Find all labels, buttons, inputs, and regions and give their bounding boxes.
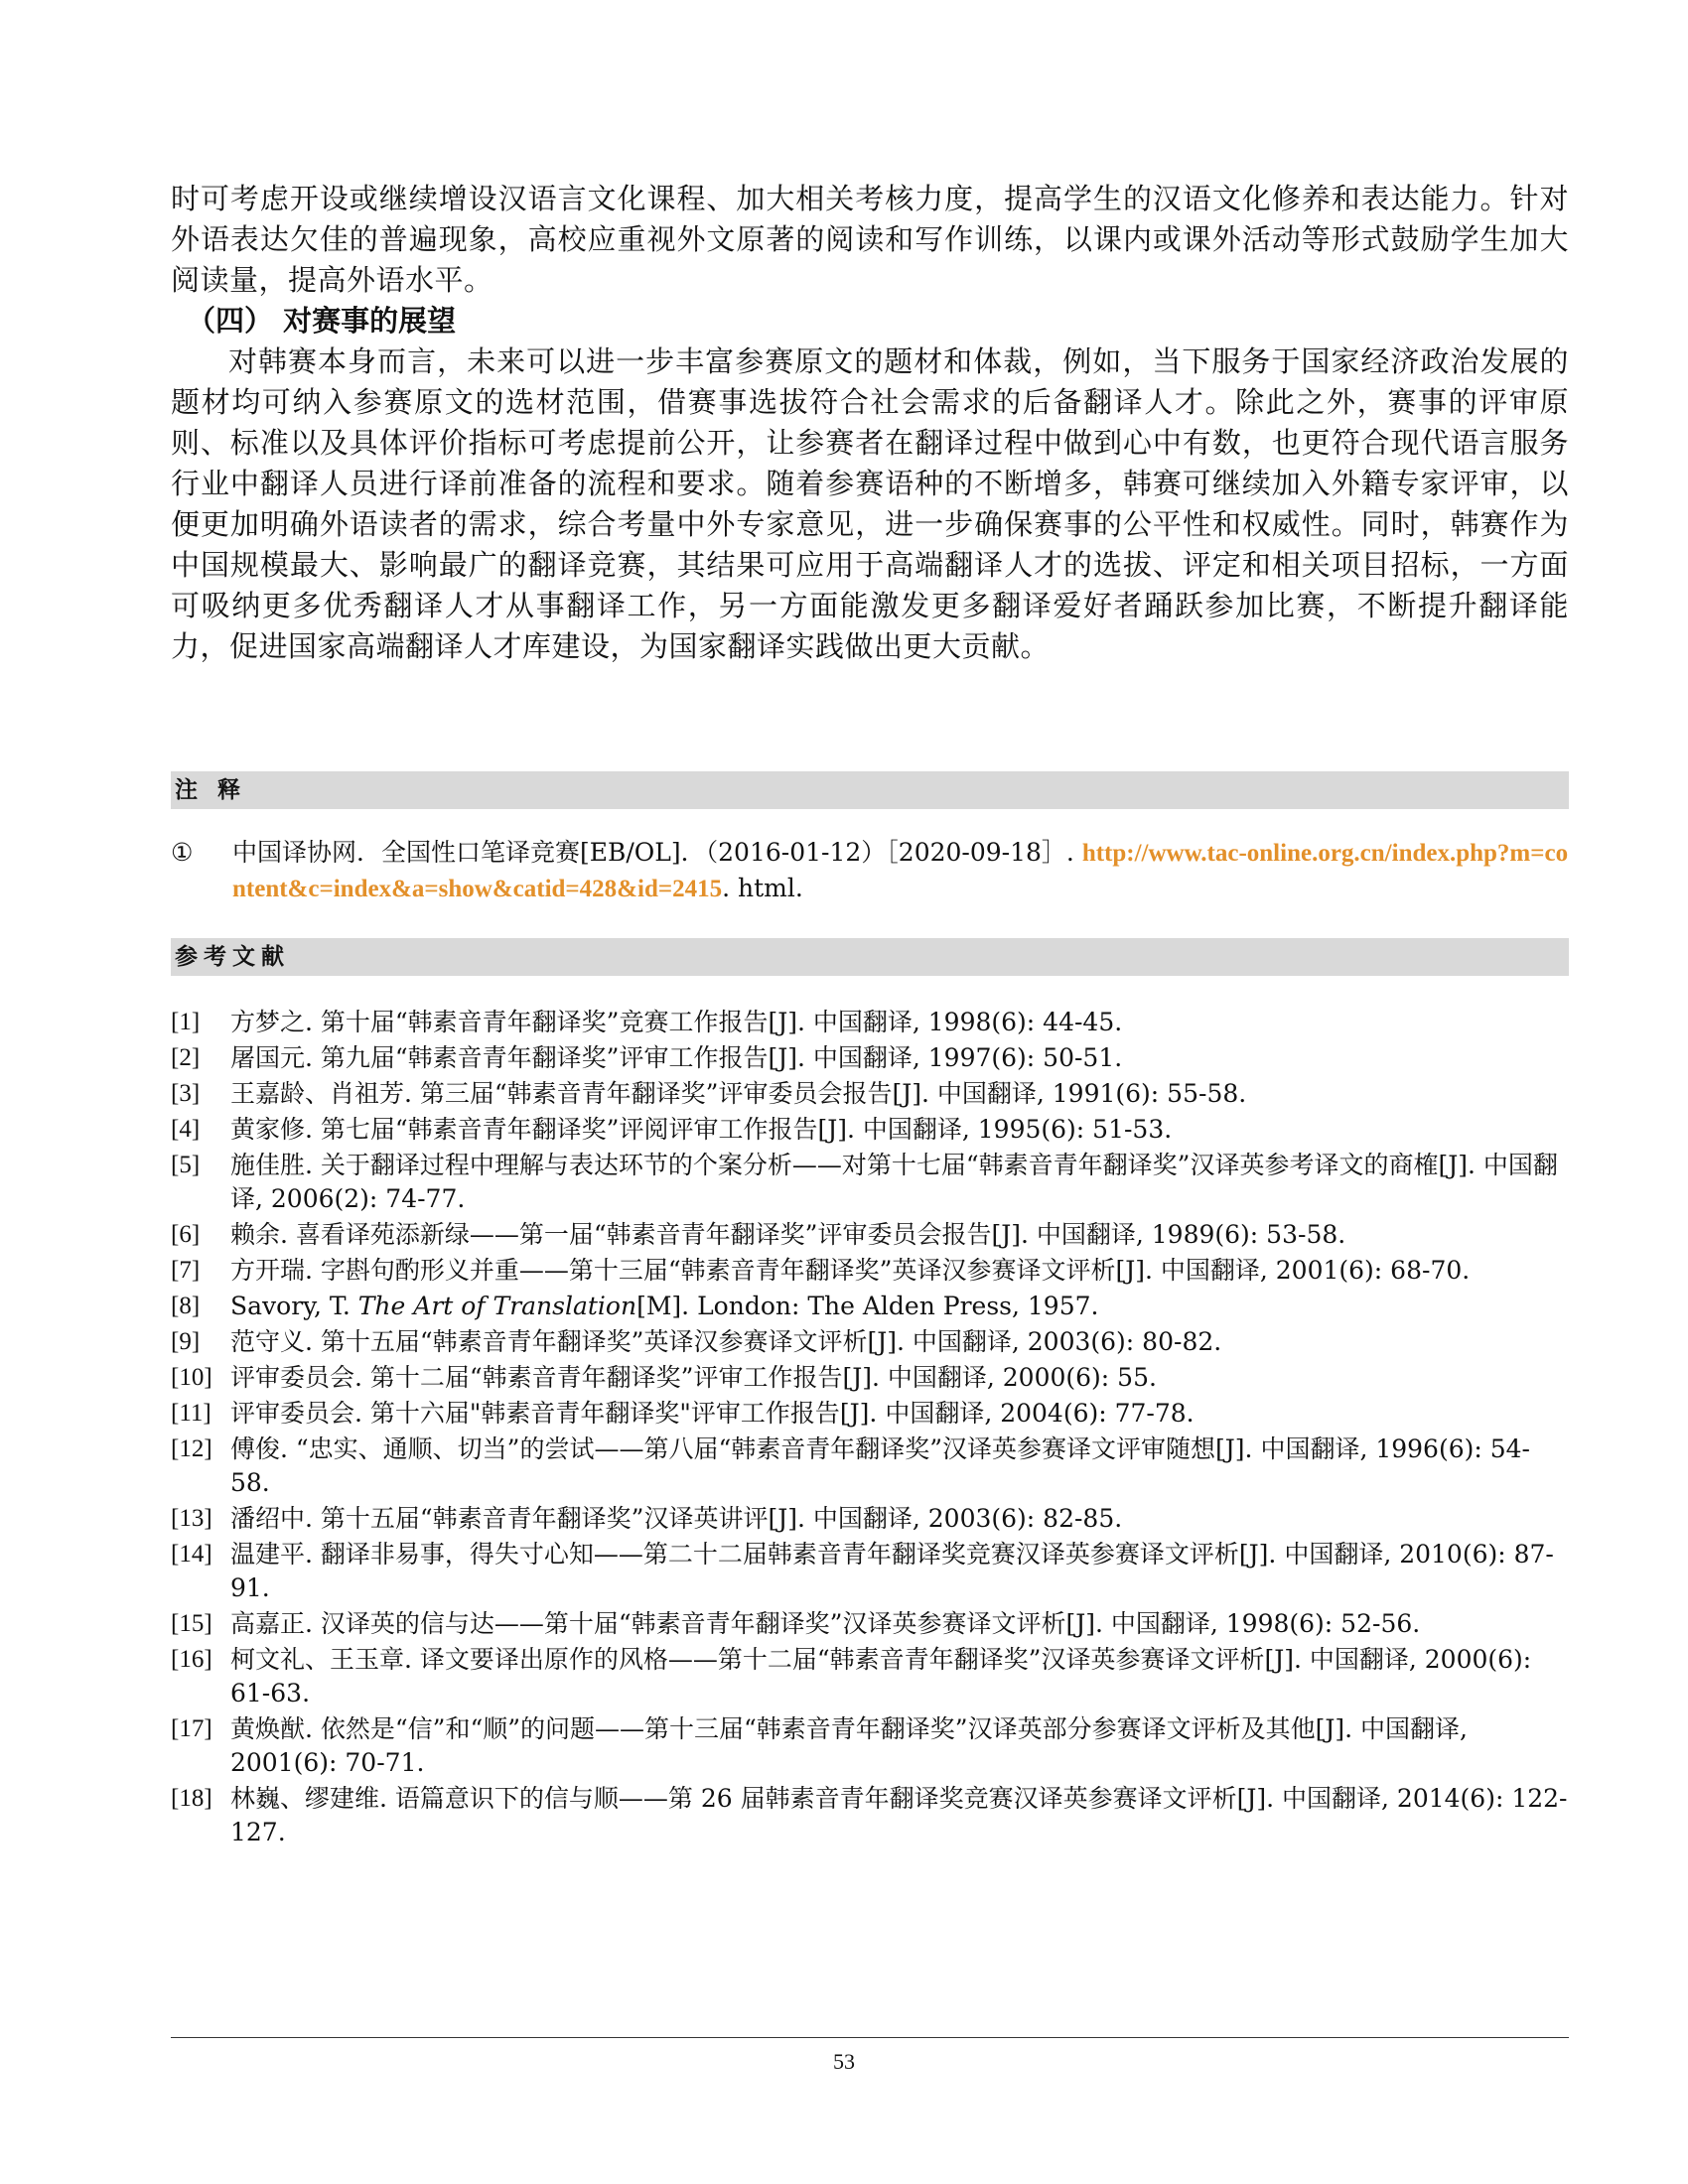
reference-item: [171, 1254, 1569, 1288]
reference-item: [171, 1218, 1569, 1252]
section-subheading: （四） 对赛事的展望: [187, 304, 457, 338]
reference-text: 王嘉龄、肖祖芳. 第三届“韩素音青年翻译奖”评审委员会报告[J]. 中国翻译, 1991(6): 55-58.: [230, 1079, 1247, 1108]
reference-item: [171, 1433, 1569, 1500]
reference-number: [3]: [171, 1080, 201, 1107]
reference-item: [171, 1782, 1569, 1849]
reference-number: [16]: [171, 1646, 212, 1673]
reference-item: [171, 1290, 1569, 1323]
reference-text: 评审委员会. 第十六届"韩素音青年翻译奖"评审工作报告[J]. 中国翻译, 2004(6): 77-78.: [230, 1399, 1195, 1428]
reference-author: Savory, T.: [230, 1292, 358, 1320]
reference-text: 黄焕猷. 依然是“信”和“顺”的问题——第十三届“韩素音青年翻译奖”汉译英部分参赛译文评析及其他[J]. 中国翻译, 2001(6): 70-71.: [230, 1714, 1468, 1777]
reference-text: 赖余. 喜看译苑添新绿——第一届“韩素音青年翻译奖”评审委员会报告[J]. 中国翻译, 1989(6): 53-58.: [230, 1220, 1346, 1249]
notes-heading: 注 释: [171, 771, 1569, 809]
note-suffix: . html.: [722, 874, 803, 902]
reference-text: 傅俊. “忠实、通顺、切当”的尝试——第八届“韩素音青年翻译奖”汉译英参赛译文评审随想[J]. 中国翻译, 1996(6): 54-58.: [230, 1434, 1531, 1497]
body-paragraph-2: 对韩赛本身而言，未来可以进一步丰富参赛原文的题材和体裁，例如，当下服务于国家经济政治发展的题材均可纳入参赛原文的选材范围，借赛事选拔符合社会需求的后备翻译人才。除此之外，赛事的评审原则、标准以及具体评价指标可考虑提前公开，让参赛者在翻译过程中做到心中有数，也更符合现代语言服务行业中翻译人员进行译前准备的流程和要求。随着参赛语种的不断增多，韩赛可继续加入外籍专家评审，以便更加明确外语读者的需求，综合考量中外专家意见，进一步确保赛事的公平性和权威性。同时，韩赛作为中国规模最大、影响最广的翻译竞赛，其结果可应用于高端翻译人才的选拔、评定和相关项目招标，一方面可吸纳更多优秀翻译人才从事翻译工作，另一方面能激发更多翻译爱好者踊跃参加比赛，不断提升翻译能力，促进国家高端翻译人才库建设，为国家翻译实践做出更大贡献。: [171, 344, 1569, 663]
reference-number: [1]: [171, 1009, 201, 1035]
reference-number: [18]: [171, 1785, 212, 1812]
reference-item: [171, 1361, 1569, 1395]
reference-number: [11]: [171, 1400, 211, 1427]
note-text: [232, 835, 1569, 906]
reference-item: [171, 1113, 1569, 1147]
body-paragraph-1: 时可考虑开设或继续增设汉语言文化课程、加大相关考核力度，提高学生的汉语文化修养和表达能力。针对外语表达欠佳的普遍现象，高校应重视外文原著的阅读和写作训练，以课内或课外活动等形式鼓励学生加大阅读量，提高外语水平。: [171, 182, 1569, 297]
reference-item: [171, 1538, 1569, 1605]
reference-text: 评审委员会. 第十二届“韩素音青年翻译奖”评审工作报告[J]. 中国翻译, 2000(6): 55.: [230, 1363, 1157, 1392]
reference-text: 潘绍中. 第十五届“韩素音青年翻译奖”汉译英讲评[J]. 中国翻译, 2003(6): 82-85.: [230, 1504, 1123, 1533]
reference-number: [7]: [171, 1257, 201, 1284]
reference-text: 范守义. 第十五届“韩素音青年翻译奖”英译汉参赛译文评析[J]. 中国翻译, 2003(6): 80-82.: [230, 1327, 1222, 1356]
footer-divider: [171, 2037, 1569, 2038]
reference-text: 高嘉正. 汉译英的信与达——第十届“韩素音青年翻译奖”汉译英参赛译文评析[J]. 中国翻译, 1998(6): 52-56.: [230, 1609, 1421, 1638]
reference-item: [171, 1006, 1569, 1039]
reference-text: 方开瑞. 字斟句酌形义并重——第十三届“韩素音青年翻译奖”英译汉参赛译文评析[J]. 中国翻译, 2001(6): 68-70.: [230, 1256, 1471, 1285]
reference-item: [171, 1077, 1569, 1111]
reference-number: [13]: [171, 1505, 212, 1532]
reference-item: [171, 1502, 1569, 1536]
reference-item: [171, 1607, 1569, 1641]
note-citation: 中国译协网．全国性口笔译竞赛[EB/OL]．（2016-01-12）［2020-09-18］.: [232, 838, 1082, 867]
reference-number: [6]: [171, 1221, 201, 1248]
reference-number: [5]: [171, 1152, 201, 1178]
note-link[interactable]: http://www.tac-online.org.cn/index.php?m=content&c=index&a=show&catid=428&id=2415: [232, 840, 1569, 902]
reference-number: [2]: [171, 1044, 201, 1071]
reference-item: [171, 1397, 1569, 1431]
reference-number: [17]: [171, 1715, 212, 1742]
reference-number: [10]: [171, 1364, 212, 1391]
page-number: 53: [833, 2049, 855, 2074]
reference-item: [171, 1643, 1569, 1710]
note-item-1: [171, 835, 1569, 906]
reference-text: 柯文礼、王玉章. 译文要译出原作的风格——第十二届“韩素音青年翻译奖”汉译英参赛译文评析[J]. 中国翻译, 2000(6): 61-63.: [230, 1645, 1532, 1707]
document-content: [171, 179, 1569, 1851]
reference-number: [14]: [171, 1541, 212, 1568]
reference-text: 黄家修. 第七届“韩素音青年翻译奖”评阅评审工作报告[J]. 中国翻译, 1995(6): 51-53.: [230, 1115, 1173, 1144]
reference-text: 方梦之. 第十届“韩素音青年翻译奖”竞赛工作报告[J]. 中国翻译, 1998(6): 44-45.: [230, 1008, 1123, 1036]
reference-item: [171, 1041, 1569, 1075]
reference-number: [15]: [171, 1610, 212, 1637]
references-heading: 参考文献: [171, 938, 1569, 976]
reference-number: [8]: [171, 1293, 201, 1319]
reference-number: [9]: [171, 1328, 201, 1355]
reference-list: [171, 1006, 1569, 1849]
reference-item: [171, 1325, 1569, 1359]
reference-text: 温建平. 翻译非易事，得失寸心知——第二十二届韩素音青年翻译奖竞赛汉译英参赛译文评析[J]. 中国翻译, 2010(6): 87-91.: [230, 1540, 1554, 1602]
reference-item: [171, 1149, 1569, 1216]
reference-number: [12]: [171, 1435, 212, 1462]
reference-text: 林巍、缪建维. 语篇意识下的信与顺——第 26 届韩素音青年翻译奖竞赛汉译英参赛译文评析[J]. 中国翻译, 2014(6): 122-127.: [230, 1784, 1568, 1846]
reference-text: 屠国元. 第九届“韩素音青年翻译奖”评审工作报告[J]. 中国翻译, 1997(6): 50-51.: [230, 1043, 1123, 1072]
reference-publication: [M]. London: The Alden Press, 1957.: [636, 1292, 1099, 1320]
note-marker: ①: [171, 838, 194, 867]
reference-text: [230, 1290, 1569, 1323]
reference-text: 施佳胜. 关于翻译过程中理解与表达环节的个案分析——对第十七届“韩素音青年翻译奖”汉译英参考译文的商榷[J]. 中国翻译, 2006(2): 74-77.: [230, 1151, 1558, 1213]
reference-item: [171, 1712, 1569, 1780]
reference-number: [4]: [171, 1116, 201, 1143]
reference-book-title: The Art of Translation: [357, 1292, 637, 1320]
